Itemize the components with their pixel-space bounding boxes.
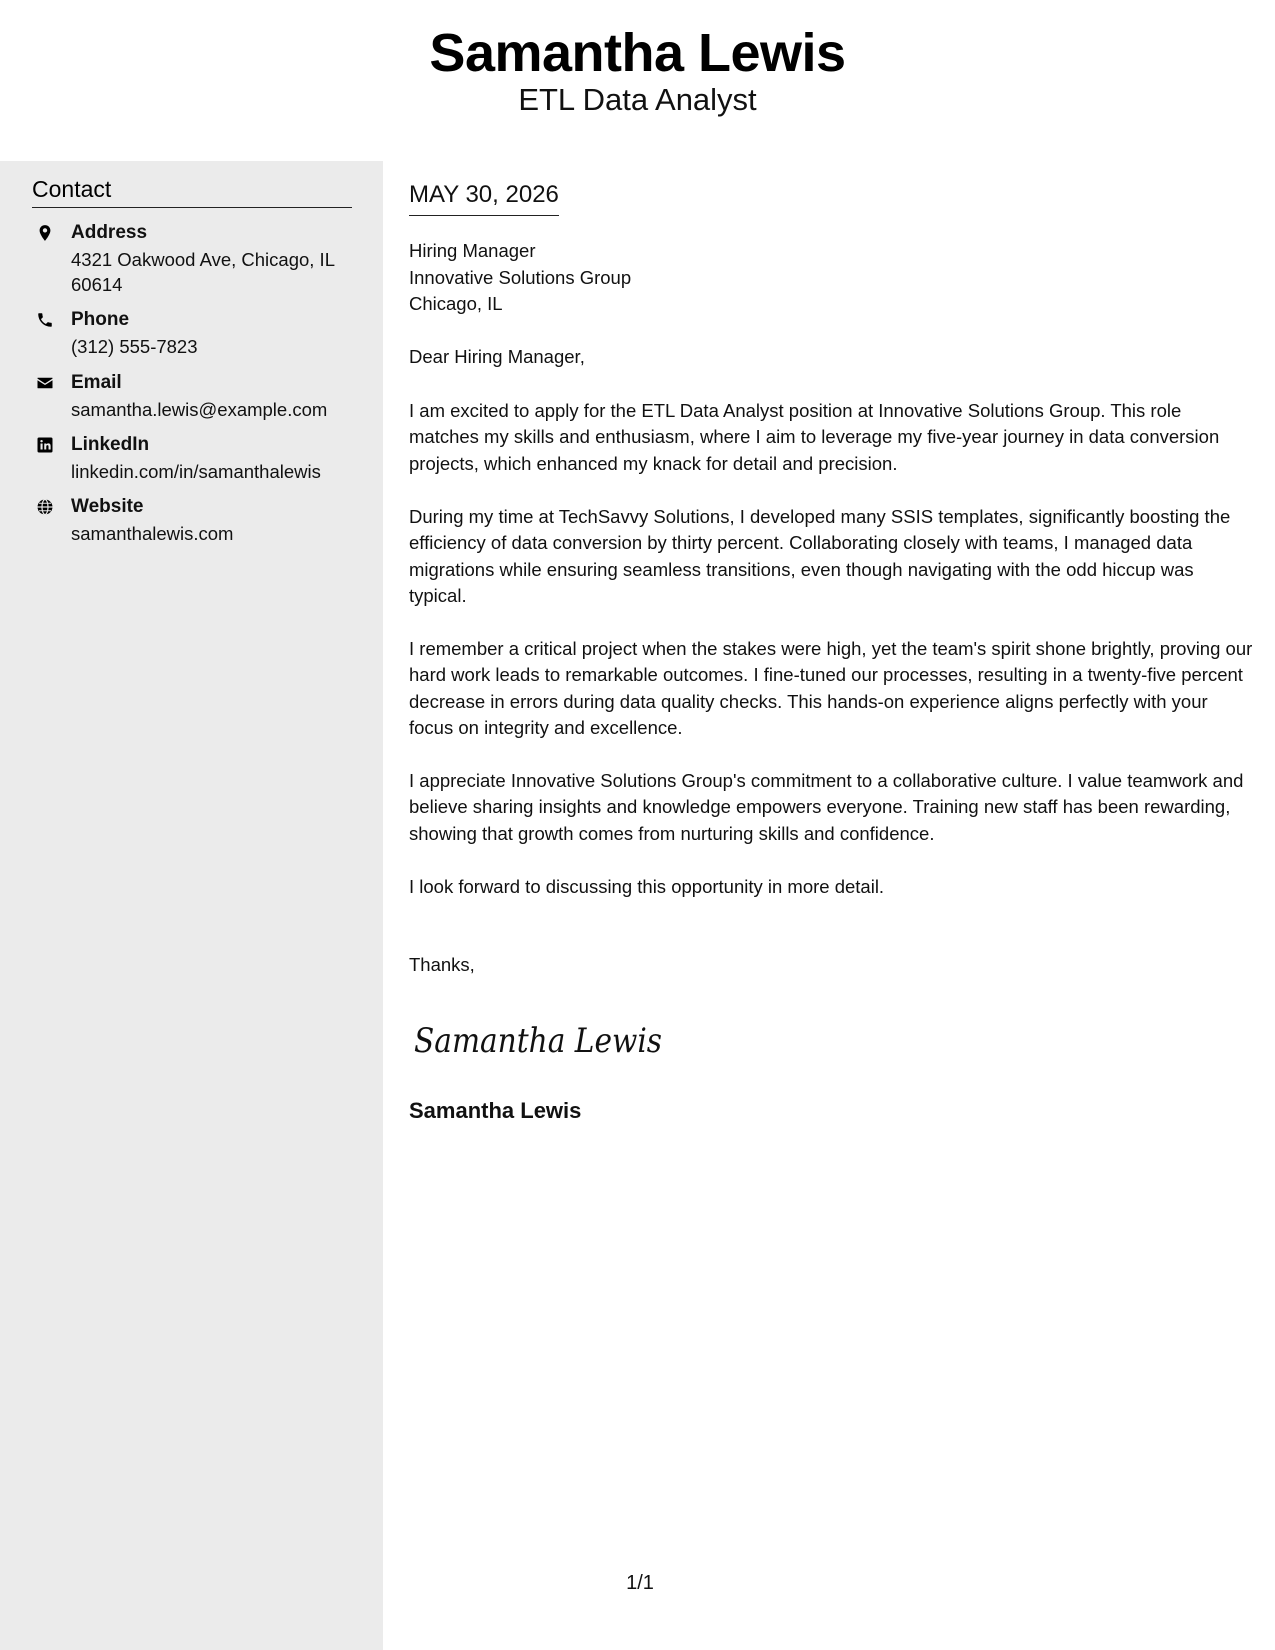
closing: Thanks, bbox=[409, 954, 475, 975]
signature-image bbox=[410, 1012, 670, 1068]
phone-icon bbox=[36, 311, 54, 329]
contact-label: Email bbox=[71, 372, 122, 393]
contact-value: (312) 555-7823 bbox=[71, 336, 198, 357]
globe-icon bbox=[36, 498, 54, 516]
salutation: Dear Hiring Manager, bbox=[409, 346, 585, 367]
page-number: 1/1 bbox=[626, 1572, 654, 1594]
contact-value: 4321 Oakwood Ave, Chicago, IL 60614 bbox=[71, 249, 335, 295]
job-title: ETL Data Analyst bbox=[518, 82, 757, 117]
linkedin-icon bbox=[36, 436, 54, 454]
envelope-icon bbox=[36, 374, 54, 392]
contact-label: Address bbox=[71, 222, 148, 243]
contact-label: Phone bbox=[71, 309, 130, 330]
recipient-line: Hiring Manager bbox=[409, 240, 536, 261]
contact-value: samantha.lewis@example.com bbox=[71, 399, 328, 420]
letter-date: MAY 30, 2026 bbox=[409, 181, 559, 216]
contact-value: samanthalewis.com bbox=[71, 523, 234, 544]
contact-label: Website bbox=[71, 496, 144, 517]
map-pin-icon bbox=[36, 224, 54, 242]
recipient-block bbox=[409, 238, 1249, 318]
contact-sidebar bbox=[0, 161, 383, 1650]
body-paragraph: I remember a critical project when the stakes were high, yet the team's spirit shone brightly, proving our hard work leads to remarkable outcomes. I fine-tuned our processes, resulting in a twenty-five percent decrease in errors during data quality checks. This hands-on experience aligns perfectly with your focus on integrity and excellence. bbox=[409, 638, 1253, 739]
body-paragraph: I am excited to apply for the ETL Data Analyst position at Innovative Solutions Group. This role matches my skills and enthusiasm, where I aim to leverage my five-year journey in data conversion projects, which enhanced my knack for detail and precision. bbox=[409, 400, 1220, 474]
recipient-line: Innovative Solutions Group bbox=[409, 266, 632, 288]
body-paragraph: I appreciate Innovative Solutions Group's commitment to a collaborative culture. I value teamwork and believe sharing insights and knowledge empowers everyone. Training new staff has been rewarding, showing that growth comes from nurturing skills and confidence. bbox=[409, 770, 1244, 844]
body-paragraph: During my time at TechSavvy Solutions, I developed many SSIS templates, significantly boosting the efficiency of data conversion by thirty percent. Collaborating closely with teams, I managed data migrations while ensuring seamless transitions, even though navigating with the odd hiccup was typical. bbox=[409, 506, 1231, 607]
recipient-line: Chicago, IL bbox=[409, 293, 503, 314]
contact-label: LinkedIn bbox=[71, 434, 150, 455]
letter-header bbox=[0, 0, 1275, 160]
signature-text: Samantha Lewis bbox=[414, 1021, 662, 1061]
contact-heading: Contact bbox=[32, 176, 352, 208]
signer-name: Samantha Lewis bbox=[409, 1098, 582, 1123]
applicant-name: Samantha Lewis bbox=[429, 23, 846, 83]
body-paragraph: I look forward to discussing this opportunity in more detail. bbox=[409, 876, 885, 897]
contact-value: linkedin.com/in/samanthalewis bbox=[71, 461, 321, 482]
